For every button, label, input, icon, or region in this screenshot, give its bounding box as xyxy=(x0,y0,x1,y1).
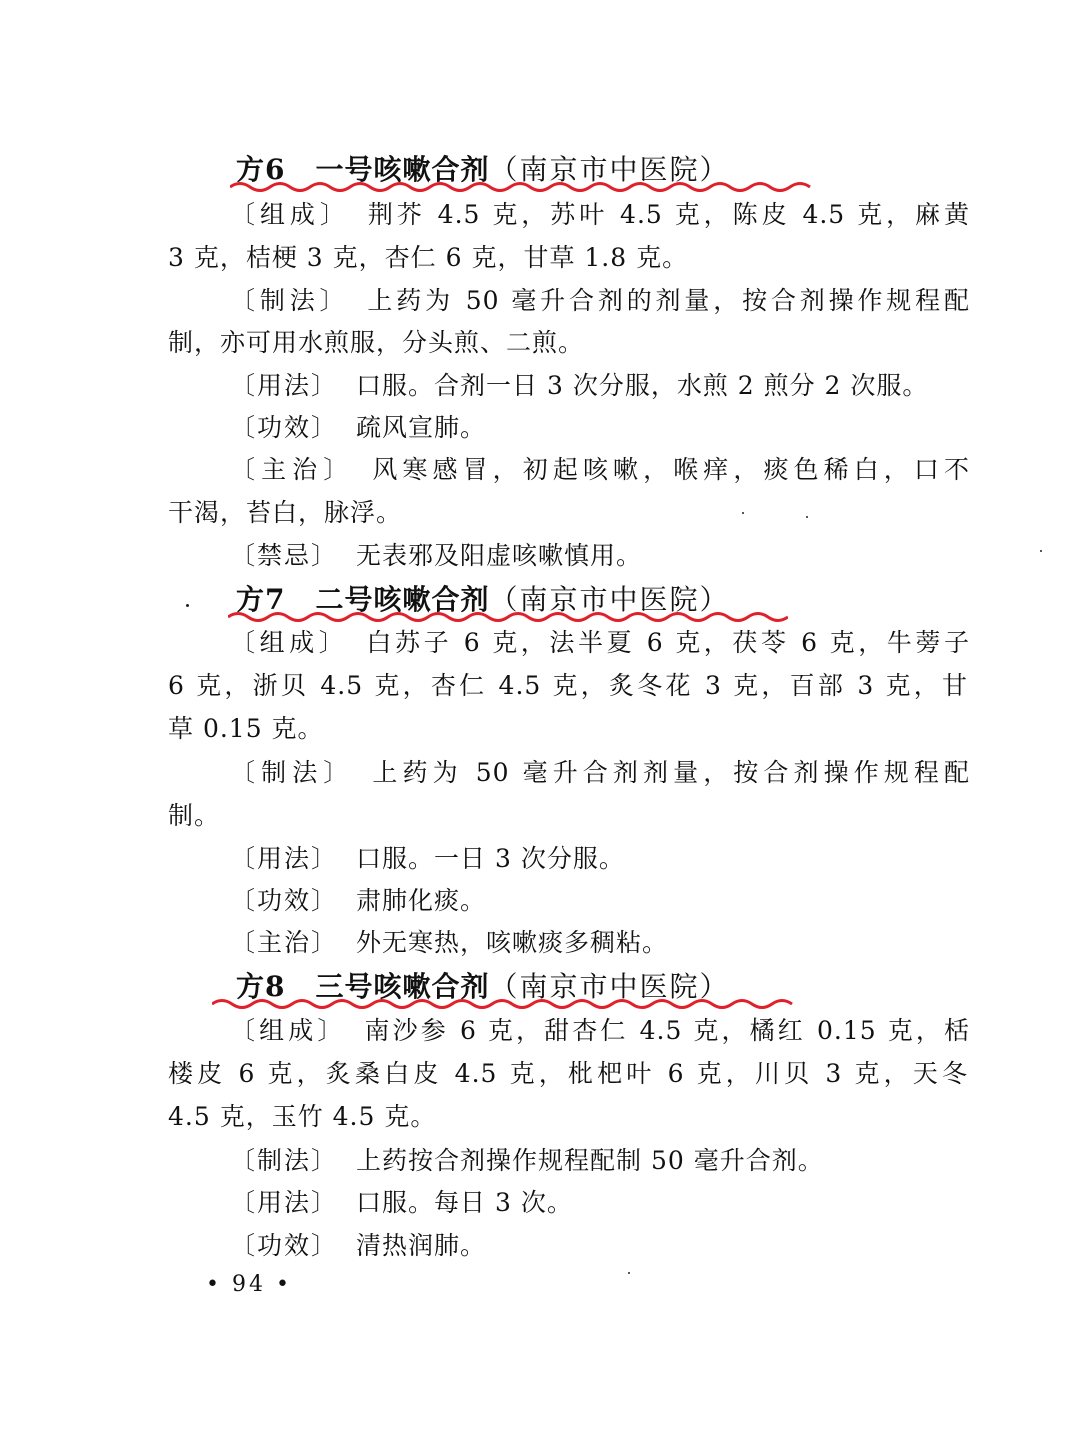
formula-6-contraindication xyxy=(230,535,970,577)
section-label: 〔制法〕 xyxy=(230,758,355,787)
composition-text: 荆芥 4.5 克，苏叶 4.5 克，陈皮 4.5 克，麻黄 xyxy=(367,200,970,229)
formula-8-preparation xyxy=(230,1140,970,1182)
formula-6-composition xyxy=(230,194,970,236)
formula-8-composition-end: 4.5 克，玉竹 4.5 克。 xyxy=(168,1102,437,1131)
section-label: 〔用法〕 xyxy=(230,844,339,873)
scan-speck xyxy=(628,1272,630,1274)
section-label: 〔功效〕 xyxy=(230,886,339,915)
section-label: 〔主治〕 xyxy=(230,928,339,957)
section-label: 〔制法〕 xyxy=(230,1146,339,1175)
section-label: 〔用法〕 xyxy=(230,371,339,400)
scan-speck xyxy=(806,516,808,518)
formula-8-composition xyxy=(230,1010,970,1052)
usage-text: 口服。一日 3 次分服。 xyxy=(356,844,625,873)
scan-speck xyxy=(1040,550,1042,552)
preparation-text: 上药为 50 毫升合剂剂量，按合剂操作规程配 xyxy=(372,758,970,787)
formula-8-usage xyxy=(230,1182,970,1224)
formula-6-indication xyxy=(230,449,970,491)
formula-source: （南京市中医院） xyxy=(489,153,730,186)
preparation-text: 上药按合剂操作规程配制 50 毫升合剂。 xyxy=(356,1146,824,1175)
wavy-underline xyxy=(230,180,820,194)
section-label: 〔组成〕 xyxy=(230,628,349,657)
formula-7-composition-cont: 6 克，浙贝 4.5 克，杏仁 4.5 克，炙冬花 3 克，百部 3 克，甘 xyxy=(168,671,968,700)
formula-6-effect xyxy=(230,407,970,449)
formula-8-composition-cont: 楼皮 6 克，炙桑白皮 4.5 克，枇杷叶 6 克，川贝 3 克，天冬 xyxy=(168,1059,968,1088)
effect-text: 肃肺化痰。 xyxy=(356,886,487,915)
effect-text: 疏风宣肺。 xyxy=(356,413,487,442)
formula-6-preparation-cont: 制，亦可用水煎服，分头煎、二煎。 xyxy=(168,328,585,357)
wavy-underline-path xyxy=(212,1001,792,1008)
usage-text: 口服。每日 3 次。 xyxy=(356,1188,573,1217)
indication-text: 风寒感冒，初起咳嗽，喉痒，痰色稀白，口不 xyxy=(372,455,970,484)
formula-7-indication xyxy=(230,922,970,964)
formula-6-indication-cont: 干渴，苔白，脉浮。 xyxy=(168,498,403,527)
formula-7-preparation xyxy=(230,752,970,794)
scan-speck xyxy=(742,512,744,514)
formula-7-effect xyxy=(230,880,970,922)
section-label: 〔用法〕 xyxy=(230,1188,339,1217)
composition-text: 南沙参 6 克，甜杏仁 4.5 克，橘红 0.15 克，栝 xyxy=(364,1016,970,1045)
section-label: 〔制法〕 xyxy=(230,286,350,315)
formula-number: 方8 xyxy=(236,970,286,1003)
contraindication-text: 无表邪及阳虚咳嗽慎用。 xyxy=(356,541,643,570)
wavy-underline-path xyxy=(228,614,788,621)
indication-text: 外无寒热，咳嗽痰多稠粘。 xyxy=(356,928,669,957)
scan-speck xyxy=(186,604,189,607)
composition-text: 白苏子 6 克，法半夏 6 克，茯苓 6 克，牛蒡子 xyxy=(366,628,970,657)
section-label: 〔组成〕 xyxy=(230,1016,347,1045)
section-label: 〔功效〕 xyxy=(230,1231,339,1260)
formula-source: （南京市中医院） xyxy=(489,583,730,616)
formula-6-preparation xyxy=(230,280,970,322)
formula-name: 一号咳嗽合剂 xyxy=(315,153,490,186)
formula-source: （南京市中医院） xyxy=(489,970,730,1003)
page-number: • 94 • xyxy=(206,1272,292,1297)
section-label: 〔主治〕 xyxy=(230,455,355,484)
section-label: 〔禁忌〕 xyxy=(230,541,339,570)
section-label: 〔功效〕 xyxy=(230,413,339,442)
formula-6-composition-cont: 3 克，桔梗 3 克，杏仁 6 克，甘草 1.8 克。 xyxy=(168,243,689,272)
formula-7-usage xyxy=(230,838,970,880)
formula-7-composition xyxy=(230,622,970,664)
wavy-underline xyxy=(212,997,797,1011)
usage-text: 口服。合剂一日 3 次分服，水煎 2 煎分 2 次服。 xyxy=(356,371,929,400)
formula-8-effect xyxy=(230,1225,970,1267)
formula-name: 三号咳嗽合剂 xyxy=(315,970,490,1003)
formula-7-preparation-cont: 制。 xyxy=(168,801,221,830)
effect-text: 清热润肺。 xyxy=(356,1231,487,1260)
formula-7-composition-end: 草 0.15 克。 xyxy=(168,714,324,743)
section-label: 〔组成〕 xyxy=(230,200,350,229)
wavy-underline-path xyxy=(230,184,810,191)
formula-name: 二号咳嗽合剂 xyxy=(315,583,490,616)
preparation-text: 上药为 50 毫升合剂的剂量，按合剂操作规程配 xyxy=(367,286,970,315)
formula-number: 方7 xyxy=(236,583,286,616)
formula-6-usage xyxy=(230,365,970,407)
formula-number: 方6 xyxy=(236,153,286,186)
